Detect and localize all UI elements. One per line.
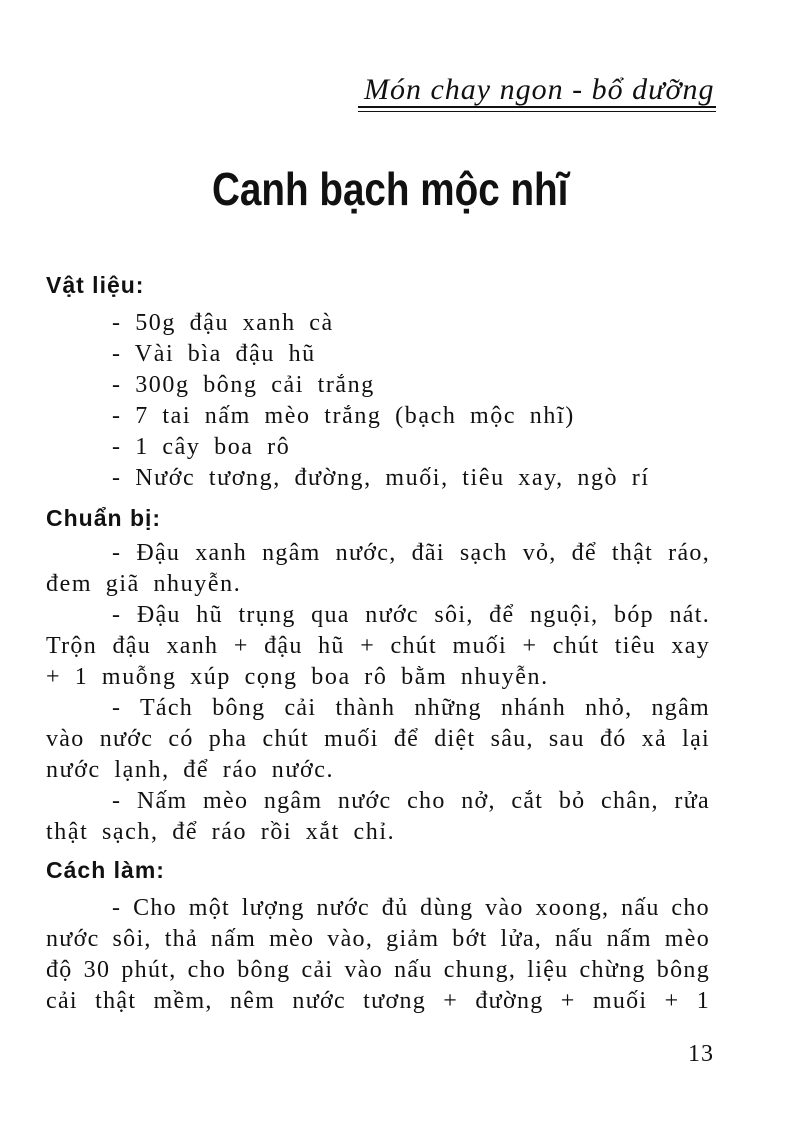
paragraph-line: + 1 muỗng xúp cọng boa rô bằm nhuyễn.: [46, 664, 549, 690]
paragraph-line: - Đậu hũ trụng qua nước sôi, để nguội, bóp nát.: [112, 602, 710, 628]
paragraph-line: - Cho một lượng nước đủ dùng vào xoong, nấu cho: [112, 895, 710, 921]
ingredient-item: - Nước tương, đường, muối, tiêu xay, ngò rí: [112, 465, 650, 491]
ingredient-item: - Vài bìa đậu hũ: [112, 341, 316, 367]
ingredient-item: - 1 cây boa rô: [112, 434, 291, 460]
ingredient-item: - 50g đậu xanh cà: [112, 310, 334, 336]
paragraph-line: Trộn đậu xanh + đậu hũ + chút muối + chút tiêu xay: [46, 633, 710, 659]
paragraph-line: cải thật mềm, nêm nước tương + đường + muối + 1: [46, 988, 710, 1014]
preparation-heading: Chuẩn bị:: [46, 505, 162, 531]
ingredient-item: - 7 tai nấm mèo trắng (bạch mộc nhĩ): [112, 403, 575, 429]
paragraph-line: - Nấm mèo ngâm nước cho nở, cắt bỏ chân, rửa: [112, 788, 710, 814]
paragraph-line: độ 30 phút, cho bông cải vào nấu chung, liệu chừng bông: [46, 957, 710, 983]
running-title-double-rule: [358, 106, 716, 112]
paragraph-line: đem giã nhuyễn.: [46, 571, 242, 597]
page-number: 13: [688, 1041, 714, 1067]
paragraph-line: - Đậu xanh ngâm nước, đãi sạch vỏ, để thật ráo,: [112, 540, 710, 566]
paragraph-line: nước sôi, thả nấm mèo vào, giảm bớt lửa, nấu nấm mèo: [46, 926, 710, 952]
recipe-title: Canh bạch mộc nhĩ: [212, 163, 569, 215]
ingredients-heading: Vật liệu:: [46, 272, 145, 298]
running-title: Món chay ngon - bổ dưỡng: [364, 73, 715, 106]
paragraph-line: - Tách bông cải thành những nhánh nhỏ, ngâm: [112, 695, 710, 721]
paragraph-line: vào nước có pha chút muối để diệt sâu, sau đó xả lại: [46, 726, 710, 752]
recipe-body: [46, 270, 710, 1017]
paragraph-line: nước lạnh, để ráo nước.: [46, 757, 335, 783]
ingredient-item: - 300g bông cải trắng: [112, 372, 375, 398]
paragraph-line: thật sạch, để ráo rồi xắt chỉ.: [46, 819, 396, 845]
method-heading: Cách làm:: [46, 857, 165, 883]
